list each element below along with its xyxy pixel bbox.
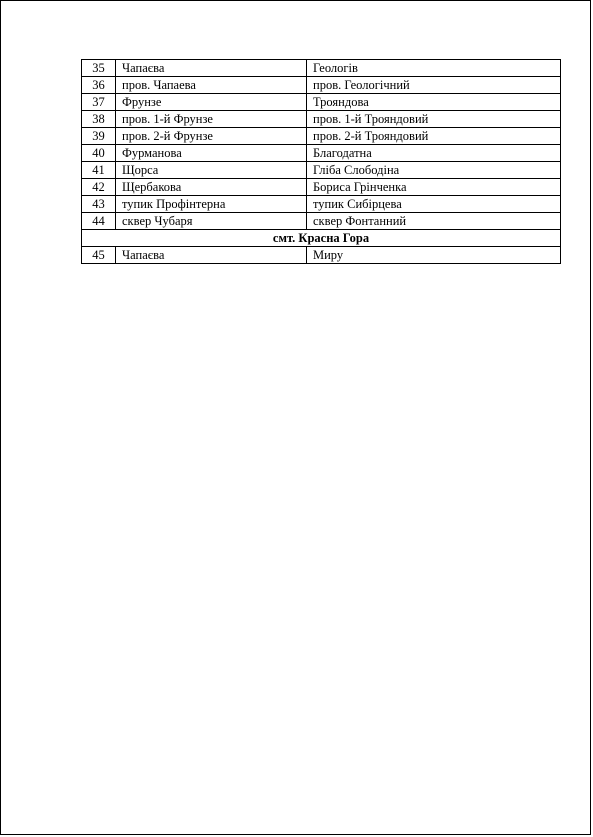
row-number: 43 — [82, 196, 116, 213]
table-row — [82, 60, 561, 77]
new-street-name: тупик Сибірцева — [307, 196, 561, 213]
old-street-name: пров. 1-й Фрунзе — [116, 111, 307, 128]
new-street-name: Благодатна — [307, 145, 561, 162]
table-row — [82, 94, 561, 111]
table-row — [82, 145, 561, 162]
old-street-name: Чапаєва — [116, 247, 307, 264]
old-street-name: сквер Чубаря — [116, 213, 307, 230]
street-rename-table — [81, 59, 561, 264]
row-number: 42 — [82, 179, 116, 196]
new-street-name: пров. 1-й Трояндовий — [307, 111, 561, 128]
new-street-name: Трояндова — [307, 94, 561, 111]
row-number: 36 — [82, 77, 116, 94]
table-row — [82, 179, 561, 196]
old-street-name: Щорса — [116, 162, 307, 179]
new-street-name: Геологів — [307, 60, 561, 77]
section-header-row — [82, 230, 561, 247]
old-street-name: пров. Чапаева — [116, 77, 307, 94]
old-street-name: тупик Профінтерна — [116, 196, 307, 213]
old-street-name: Фурманова — [116, 145, 307, 162]
old-street-name: Щербакова — [116, 179, 307, 196]
table-row — [82, 77, 561, 94]
old-street-name: Фрунзе — [116, 94, 307, 111]
new-street-name: пров. 2-й Трояндовий — [307, 128, 561, 145]
old-street-name: Чапаєва — [116, 60, 307, 77]
table-row — [82, 196, 561, 213]
new-street-name: Миру — [307, 247, 561, 264]
row-number: 45 — [82, 247, 116, 264]
new-street-name: Бориса Грінченка — [307, 179, 561, 196]
row-number: 35 — [82, 60, 116, 77]
table-row — [82, 128, 561, 145]
old-street-name: пров. 2-й Фрунзе — [116, 128, 307, 145]
table-row — [82, 111, 561, 128]
row-number: 38 — [82, 111, 116, 128]
row-number: 40 — [82, 145, 116, 162]
table-row — [82, 247, 561, 264]
row-number: 39 — [82, 128, 116, 145]
section-title: смт. Красна Гора — [82, 230, 561, 247]
new-street-name: сквер Фонтанний — [307, 213, 561, 230]
table-row — [82, 213, 561, 230]
row-number: 37 — [82, 94, 116, 111]
table-row — [82, 162, 561, 179]
row-number: 44 — [82, 213, 116, 230]
new-street-name: Гліба Слободіна — [307, 162, 561, 179]
row-number: 41 — [82, 162, 116, 179]
new-street-name: пров. Геологічний — [307, 77, 561, 94]
